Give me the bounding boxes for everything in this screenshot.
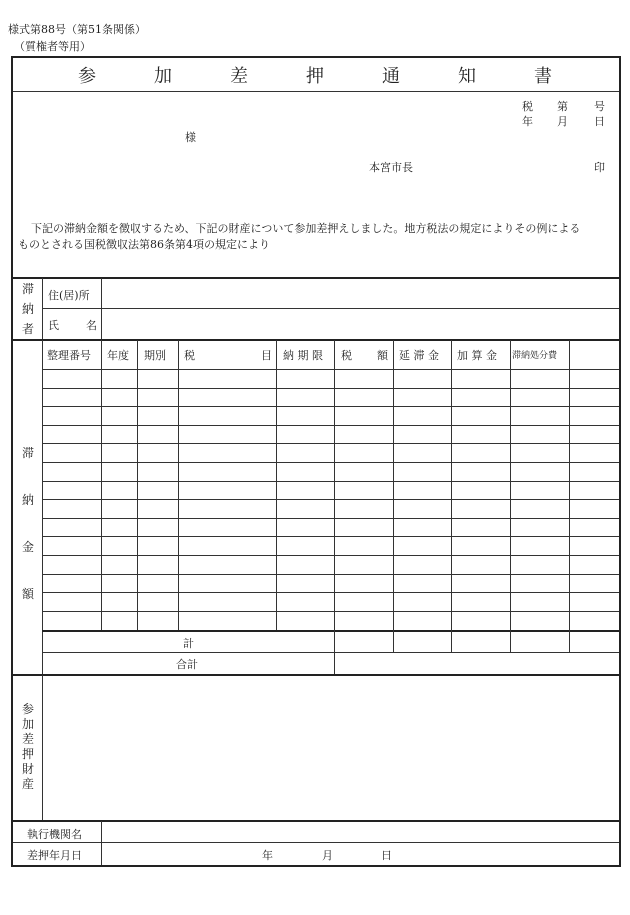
table-row-line (42, 499, 619, 500)
subtotal-divider (42, 630, 619, 632)
col-tax-item-a: 税 (184, 349, 195, 362)
page-title (13, 62, 619, 88)
date-day: 日 (594, 115, 605, 128)
title-char: 押 (306, 66, 326, 87)
footer-row-divider (13, 842, 619, 843)
title-char: 参 (78, 66, 98, 87)
doc-number-no: 第 (557, 100, 568, 113)
notice-body-line2: ものとされる国税徴収法第86条第4項の規定により (18, 238, 270, 251)
name-label-second: 名 (86, 319, 97, 332)
table-col-line (276, 340, 277, 630)
section-divider (13, 277, 619, 279)
doc-number-go: 号 (594, 100, 605, 113)
table-row-line (42, 536, 619, 537)
table-col-line (334, 340, 335, 652)
seal-mark: 印 (594, 161, 605, 174)
table-row-line (42, 462, 619, 463)
table-row-line (42, 443, 619, 444)
date-month: 月 (557, 115, 568, 128)
table-row-line (42, 518, 619, 519)
table-row-line (42, 388, 619, 389)
table-row-line (42, 592, 619, 593)
total-divider (42, 652, 619, 653)
issuer-name: 本宮市長 (369, 161, 413, 174)
agency-label: 執行機関名 (27, 828, 82, 841)
title-char: 書 (534, 66, 554, 87)
seizure-date-year: 年 (262, 849, 273, 862)
table-row-line (42, 611, 619, 612)
table-col-line (451, 340, 452, 652)
table-col-line (101, 340, 102, 630)
col-due-date: 納 期 限 (283, 349, 323, 362)
table-row-line (42, 555, 619, 556)
doc-number-tax: 税 (522, 100, 533, 113)
col-tax-amount-b: 額 (377, 349, 388, 362)
col-surcharge: 加 算 金 (457, 349, 497, 362)
col-period: 期別 (144, 349, 166, 362)
subtotal-label: 計 (183, 637, 194, 650)
col-ref-number: 整理番号 (47, 349, 91, 362)
delinquent-side-label: 滞 納 者 (21, 282, 34, 336)
name-label-first: 氏 (48, 319, 59, 332)
title-divider (13, 91, 619, 92)
section-divider (13, 820, 619, 822)
amount-side-divider (42, 340, 43, 674)
col-tax-item-b: 目 (261, 349, 272, 362)
notice-body-line1: 下記の滞納金額を徴収するため、下記の財産について参加差押えしました。地方税法の規定によりその例による (31, 222, 581, 235)
form-variant: （質権者等用） (14, 40, 91, 53)
col-year: 年度 (107, 349, 129, 362)
table-row-line (42, 574, 619, 575)
table-row-line (42, 369, 619, 370)
col-disposition-cost: 滞納処分費 (512, 351, 558, 361)
table-row-line (42, 406, 619, 407)
section-divider (13, 339, 619, 341)
table-col-line (137, 340, 138, 630)
delinquent-row-divider (42, 308, 619, 309)
title-char: 加 (154, 66, 174, 87)
addressee-suffix: 様 (185, 131, 196, 144)
title-char: 差 (230, 66, 250, 87)
address-label: 住(居)所 (48, 289, 90, 302)
col-late-fee: 延 滞 金 (399, 349, 439, 362)
title-char: 通 (382, 66, 402, 87)
total-label: 合計 (176, 658, 198, 671)
property-side-divider (42, 675, 43, 820)
seizure-date-label: 差押年月日 (27, 849, 82, 862)
table-col-line (510, 340, 511, 652)
table-col-line (569, 340, 570, 652)
section-divider (13, 674, 619, 676)
seizure-date-day: 日 (381, 849, 392, 862)
seizure-date-month: 月 (322, 849, 333, 862)
title-char: 知 (458, 66, 478, 87)
table-row-line (42, 425, 619, 426)
amount-side-label: 滞 納 金 額 (21, 446, 34, 601)
total-col-line (334, 652, 335, 674)
table-col-line (178, 340, 179, 630)
date-year: 年 (522, 115, 533, 128)
footer-label-divider (101, 821, 102, 865)
table-col-line (393, 340, 394, 652)
property-side-label: 参 加 差 押 財 産 (21, 702, 34, 791)
form-number: 様式第88号（第51条関係） (8, 23, 146, 36)
table-row-line (42, 481, 619, 482)
col-tax-amount-a: 税 (341, 349, 352, 362)
